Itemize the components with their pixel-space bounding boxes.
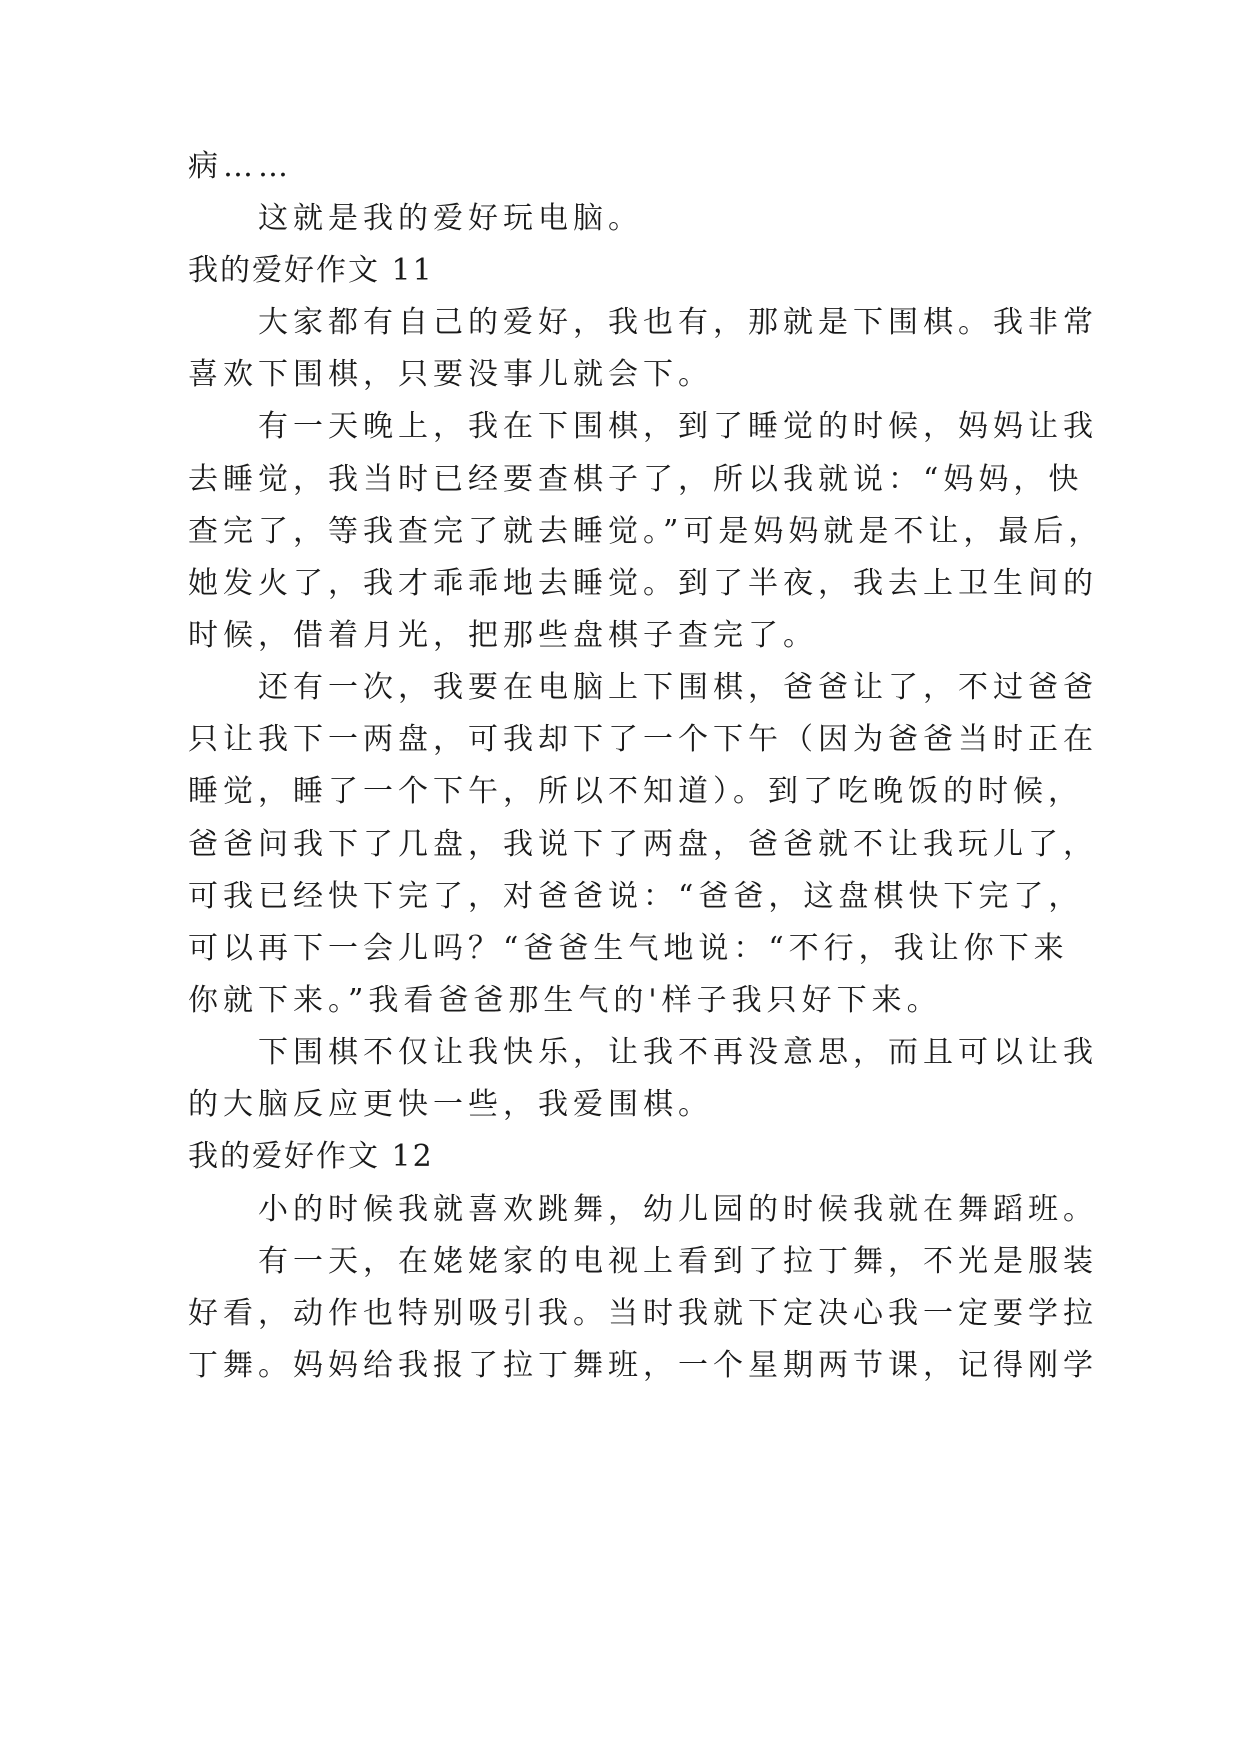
text-line: 还有一次，我要在电脑上下围棋，爸爸让了，不过爸爸 bbox=[258, 670, 1098, 705]
text-line: 喜欢下围棋，只要没事儿就会下。 bbox=[188, 357, 713, 392]
text-line: 下围棋不仅让我快乐，让我不再没意思，而且可以让我 bbox=[258, 1035, 1098, 1070]
text-line: 爸爸问我下了几盘，我说下了两盘，爸爸就不让我玩儿了， bbox=[188, 827, 1098, 862]
text-line: 好看，动作也特别吸引我。当时我就下定决心我一定要学拉 bbox=[188, 1296, 1098, 1331]
text-line: 有一天，在姥姥家的电视上看到了拉丁舞，不光是服装 bbox=[258, 1244, 1098, 1279]
section-heading: 我的爱好作文 12 bbox=[188, 1139, 434, 1174]
text-line: 有一天晚上，我在下围棋，到了睡觉的时候，妈妈让我 bbox=[258, 409, 1098, 444]
text-line: 去睡觉，我当时已经要查棋子了，所以我就说：“妈妈，快 bbox=[188, 462, 1084, 497]
text-line: 病…… bbox=[188, 149, 293, 184]
text-line: 你就下来。”我看爸爸那生气的'样子我只好下来。 bbox=[188, 983, 942, 1018]
text-line: 的大脑反应更快一些，我爱围棋。 bbox=[188, 1087, 713, 1122]
text-line: 丁舞。妈妈给我报了拉丁舞班，一个星期两节课，记得刚学 bbox=[188, 1348, 1098, 1383]
text-line: 这就是我的爱好玩电脑。 bbox=[258, 201, 643, 236]
text-line: 时候，借着月光，把那些盘棋子查完了。 bbox=[188, 618, 818, 653]
text-line: 可以再下一会儿吗？“爸爸生气地说：“不行，我让你下来 bbox=[188, 931, 1069, 966]
text-line: 只让我下一两盘，可我却下了一个下午（因为爸爸当时正在 bbox=[188, 722, 1098, 757]
section-heading: 我的爱好作文 11 bbox=[188, 253, 434, 288]
text-line: 可我已经快下完了，对爸爸说：“爸爸，这盘棋快下完了， bbox=[188, 879, 1084, 914]
text-line: 她发火了，我才乖乖地去睡觉。到了半夜，我去上卫生间的 bbox=[188, 566, 1098, 601]
text-line: 小的时候我就喜欢跳舞，幼儿园的时候我就在舞蹈班。 bbox=[258, 1192, 1098, 1227]
text-line: 大家都有自己的爱好，我也有，那就是下围棋。我非常 bbox=[258, 305, 1098, 340]
text-line: 查完了，等我查完了就去睡觉。”可是妈妈就是不让，最后， bbox=[188, 514, 1104, 549]
text-line: 睡觉，睡了一个下午，所以不知道）。到了吃晚饭的时候， bbox=[188, 774, 1083, 809]
